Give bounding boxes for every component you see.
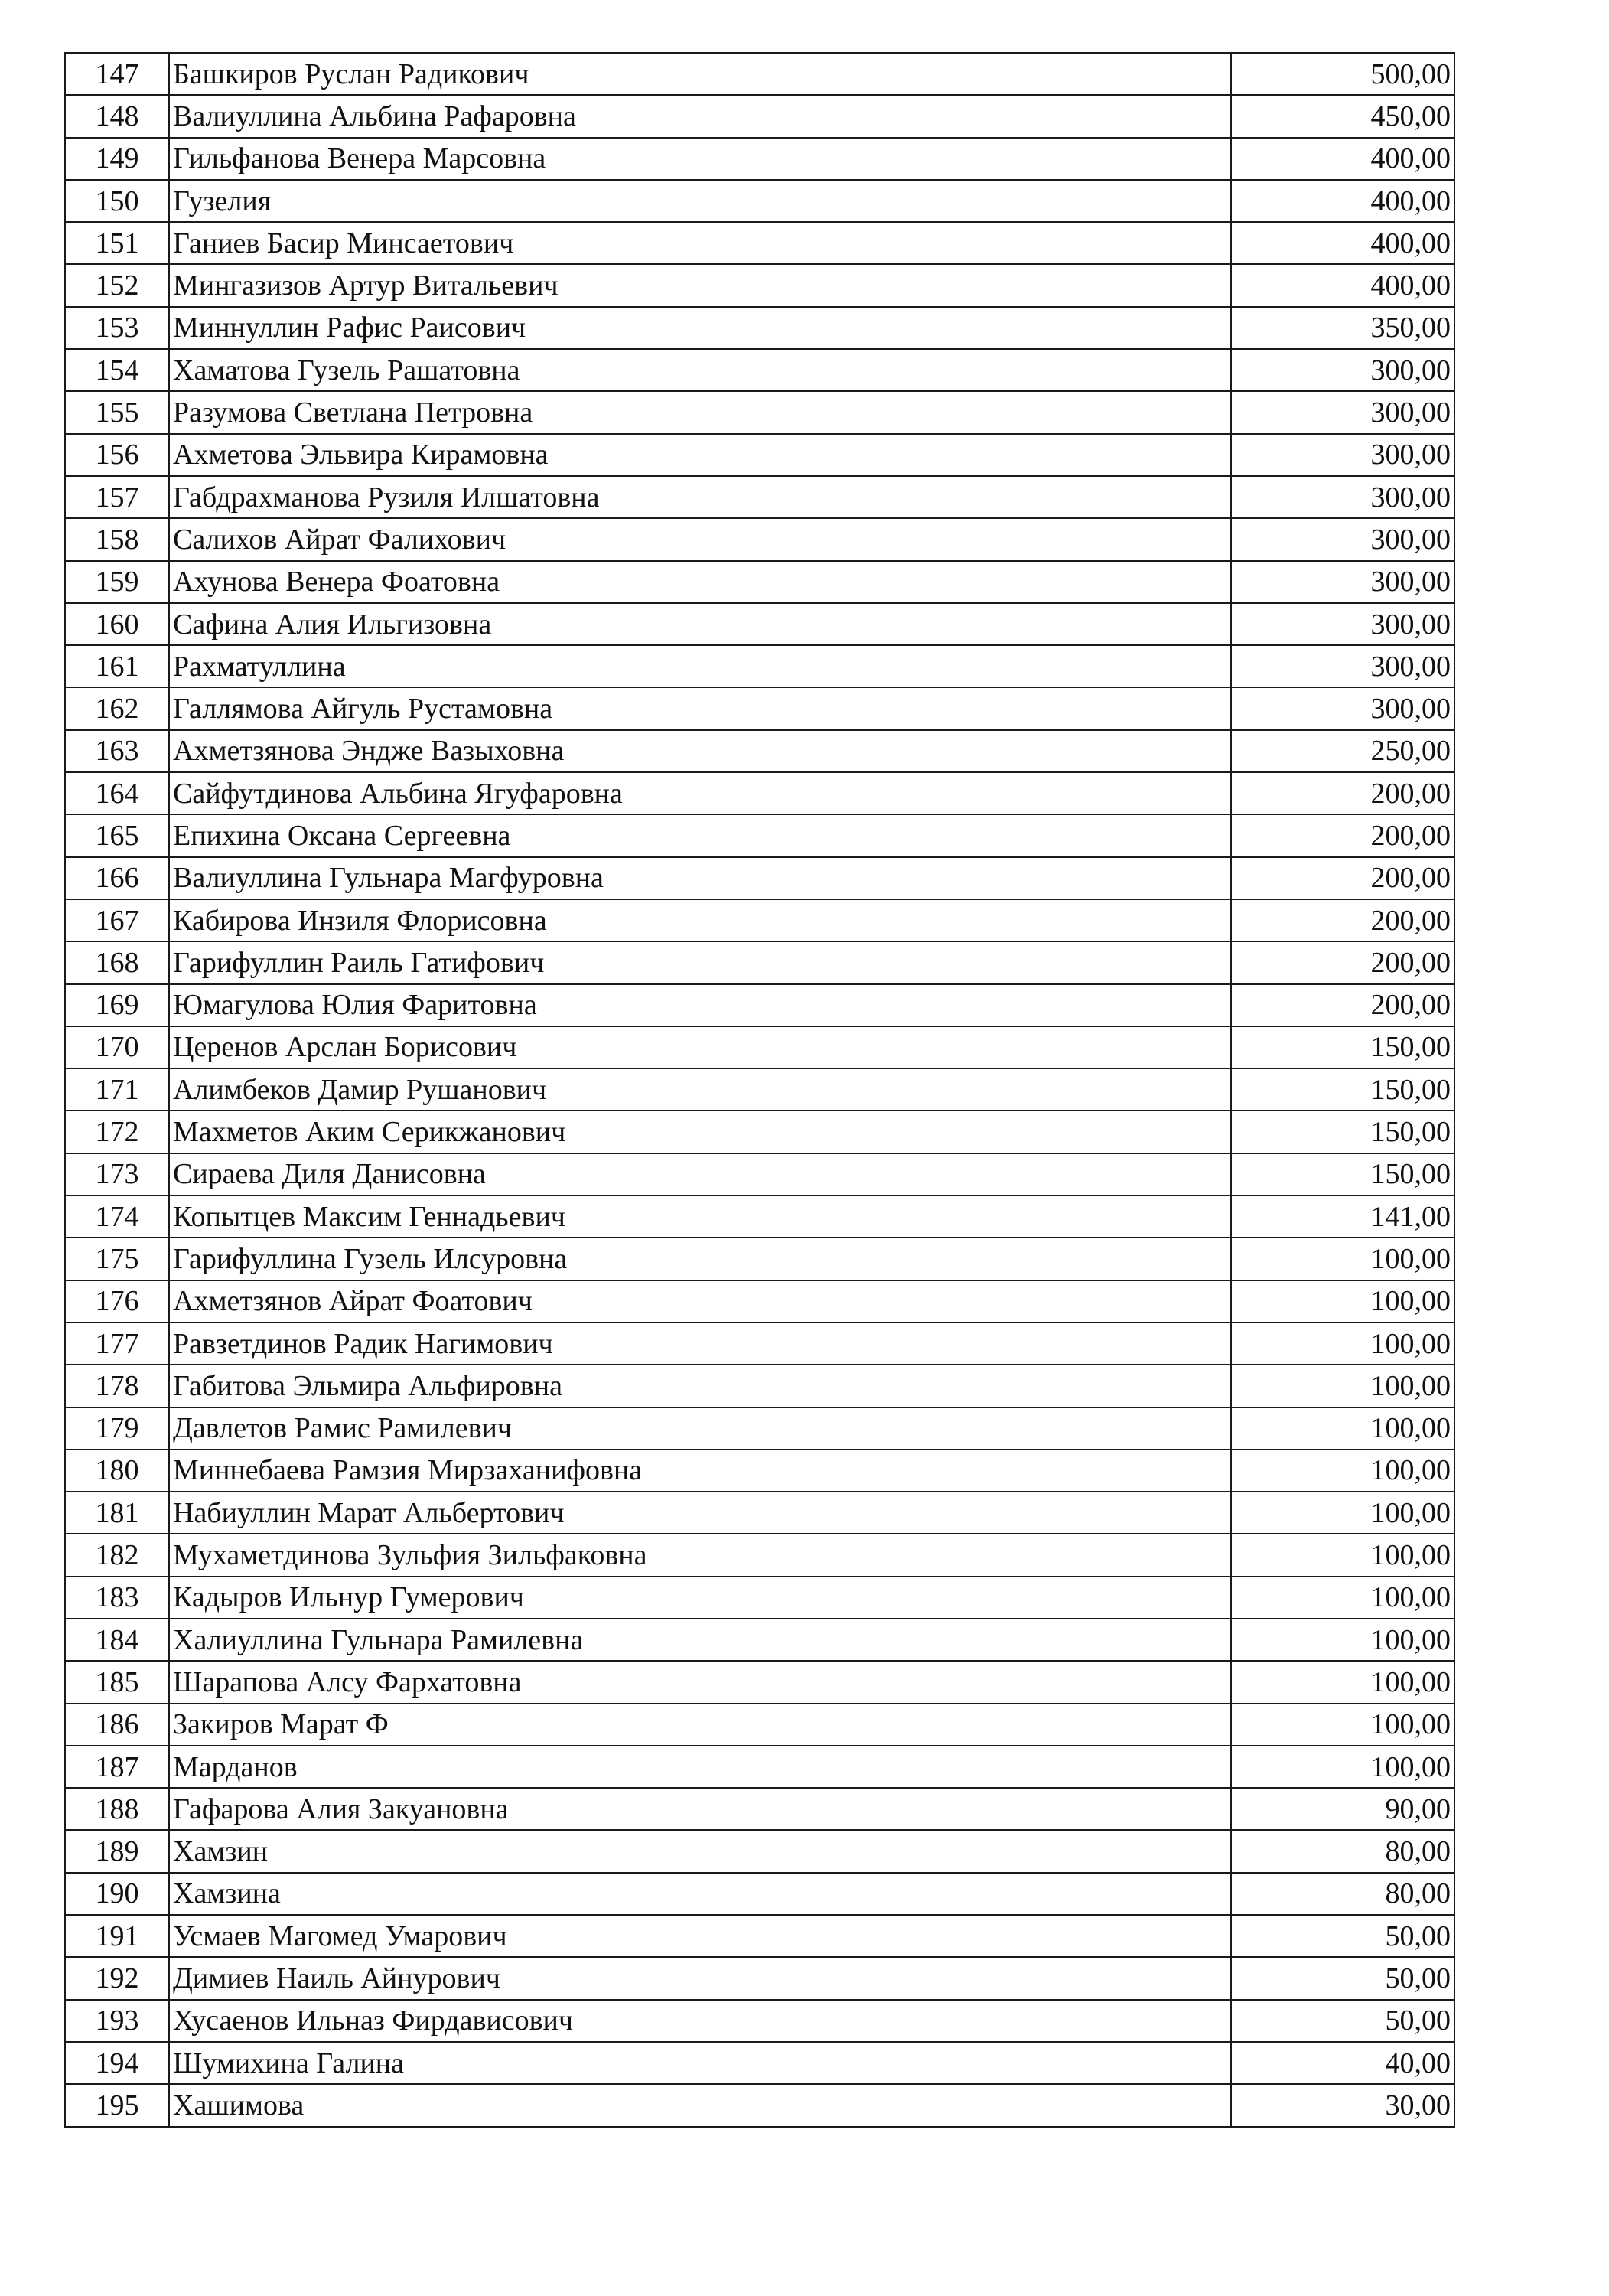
row-number: 158 (65, 518, 169, 560)
table-row (65, 1280, 1454, 1322)
row-number: 192 (65, 1957, 169, 1999)
donations-table (64, 52, 1455, 2128)
donation-amount: 300,00 (1231, 391, 1454, 433)
row-number: 188 (65, 1788, 169, 1830)
table-row (65, 1026, 1454, 1068)
donor-name: Кадыров Ильнур Гумерович (169, 1577, 1231, 1619)
row-number: 177 (65, 1322, 169, 1365)
table-row (65, 1238, 1454, 1280)
donor-name: Мухаметдинова Зульфия Зильфаковна (169, 1534, 1231, 1576)
donor-name: Гильфанова Венера Марсовна (169, 138, 1231, 180)
table-row (65, 1746, 1454, 1788)
donor-name: Валиуллина Гульнара Магфуровна (169, 857, 1231, 899)
table-row (65, 984, 1454, 1026)
row-number: 156 (65, 434, 169, 476)
donation-amount: 30,00 (1231, 2084, 1454, 2126)
donation-amount: 200,00 (1231, 857, 1454, 899)
row-number: 182 (65, 1534, 169, 1576)
row-number: 189 (65, 1830, 169, 1872)
donor-name: Хашимова (169, 2084, 1231, 2126)
donor-name: Ахметзянов Айрат Фоатович (169, 1280, 1231, 1322)
donor-name: Епихина Оксана Сергеевна (169, 814, 1231, 856)
row-number: 176 (65, 1280, 169, 1322)
donor-name: Хамзина (169, 1873, 1231, 1915)
donation-amount: 141,00 (1231, 1195, 1454, 1238)
table-row (65, 1195, 1454, 1238)
donation-amount: 400,00 (1231, 180, 1454, 222)
table-row (65, 941, 1454, 983)
row-number: 183 (65, 1577, 169, 1619)
donor-name: Махметов Аким Серикжанович (169, 1110, 1231, 1153)
donation-amount: 200,00 (1231, 772, 1454, 814)
row-number: 173 (65, 1153, 169, 1195)
donor-name: Шумихина Галина (169, 2042, 1231, 2084)
row-number: 154 (65, 349, 169, 391)
donor-name: Ахметова Эльвира Кирамовна (169, 434, 1231, 476)
donor-name: Димиев Наиль Айнурович (169, 1957, 1231, 1999)
row-number: 184 (65, 1619, 169, 1661)
donation-amount: 100,00 (1231, 1619, 1454, 1661)
table-row (65, 264, 1454, 306)
donor-name: Гарифуллина Гузель Илсуровна (169, 1238, 1231, 1280)
table-row (65, 857, 1454, 899)
row-number: 168 (65, 941, 169, 983)
donor-name: Ахунова Венера Фоатовна (169, 561, 1231, 603)
table-row (65, 1153, 1454, 1195)
donation-amount: 150,00 (1231, 1110, 1454, 1153)
donor-name: Юмагулова Юлия Фаритовна (169, 984, 1231, 1026)
table-row (65, 1365, 1454, 1407)
row-number: 159 (65, 561, 169, 603)
donation-amount: 150,00 (1231, 1068, 1454, 1110)
donation-amount: 200,00 (1231, 814, 1454, 856)
table-row (65, 1068, 1454, 1110)
row-number: 195 (65, 2084, 169, 2126)
table-row (65, 814, 1454, 856)
row-number: 174 (65, 1195, 169, 1238)
donation-amount: 200,00 (1231, 941, 1454, 983)
table-row (65, 1450, 1454, 1492)
row-number: 187 (65, 1746, 169, 1788)
donor-name: Хаматова Гузель Рашатовна (169, 349, 1231, 391)
row-number: 151 (65, 222, 169, 264)
donor-name: Равзетдинов Радик Нагимович (169, 1322, 1231, 1365)
row-number: 152 (65, 264, 169, 306)
donation-amount: 300,00 (1231, 561, 1454, 603)
donation-amount: 50,00 (1231, 1957, 1454, 1999)
donation-amount: 100,00 (1231, 1280, 1454, 1322)
donation-amount: 200,00 (1231, 899, 1454, 941)
row-number: 170 (65, 1026, 169, 1068)
donor-name: Давлетов Рамис Рамилевич (169, 1407, 1231, 1450)
donation-amount: 300,00 (1231, 687, 1454, 729)
row-number: 190 (65, 1873, 169, 1915)
table-row (65, 518, 1454, 560)
row-number: 169 (65, 984, 169, 1026)
donor-name: Гафарова Алия Закуановна (169, 1788, 1231, 1830)
donation-amount: 100,00 (1231, 1661, 1454, 1703)
donor-name: Габдрахманова Рузиля Илшатовна (169, 476, 1231, 518)
donor-name: Габитова Эльмира Альфировна (169, 1365, 1231, 1407)
donor-name: Халиуллина Гульнара Рамилевна (169, 1619, 1231, 1661)
donation-amount: 80,00 (1231, 1873, 1454, 1915)
donation-amount: 450,00 (1231, 95, 1454, 137)
donation-amount: 300,00 (1231, 645, 1454, 687)
donor-name: Гузелия (169, 180, 1231, 222)
donation-amount: 400,00 (1231, 222, 1454, 264)
donor-name: Усмаев Магомед Умарович (169, 1915, 1231, 1957)
donation-amount: 100,00 (1231, 1365, 1454, 1407)
donation-amount: 100,00 (1231, 1407, 1454, 1450)
donor-name: Сайфутдинова Альбина Ягуфаровна (169, 772, 1231, 814)
donor-name: Закиров Марат Ф (169, 1704, 1231, 1746)
table-body (65, 53, 1454, 2127)
donation-amount: 100,00 (1231, 1704, 1454, 1746)
row-number: 193 (65, 2000, 169, 2042)
table-row (65, 645, 1454, 687)
table-row (65, 1873, 1454, 1915)
table-row (65, 561, 1454, 603)
donation-amount: 100,00 (1231, 1322, 1454, 1365)
row-number: 150 (65, 180, 169, 222)
row-number: 149 (65, 138, 169, 180)
table-row (65, 899, 1454, 941)
donation-amount: 100,00 (1231, 1450, 1454, 1492)
donor-name: Ахметзянова Эндже Вазыховна (169, 730, 1231, 772)
table-row (65, 391, 1454, 433)
donation-amount: 40,00 (1231, 2042, 1454, 2084)
donation-amount: 300,00 (1231, 603, 1454, 645)
donation-amount: 80,00 (1231, 1830, 1454, 1872)
donor-name: Кабирова Инзиля Флорисовна (169, 899, 1231, 941)
table-row (65, 1110, 1454, 1153)
donation-amount: 300,00 (1231, 434, 1454, 476)
donor-name: Хусаенов Ильназ Фирдависович (169, 2000, 1231, 2042)
donation-amount: 500,00 (1231, 53, 1454, 95)
table-row (65, 730, 1454, 772)
donation-amount: 50,00 (1231, 1915, 1454, 1957)
table-row (65, 349, 1454, 391)
row-number: 153 (65, 307, 169, 349)
donation-amount: 100,00 (1231, 1238, 1454, 1280)
donation-amount: 100,00 (1231, 1577, 1454, 1619)
donor-name: Хамзин (169, 1830, 1231, 1872)
donor-name: Церенов Арслан Борисович (169, 1026, 1231, 1068)
donor-name: Шарапова Алсу Фархатовна (169, 1661, 1231, 1703)
row-number: 175 (65, 1238, 169, 1280)
table-row (65, 1957, 1454, 1999)
donor-name: Башкиров Руслан Радикович (169, 53, 1231, 95)
table-row (65, 138, 1454, 180)
table-row (65, 2084, 1454, 2126)
table-row (65, 180, 1454, 222)
row-number: 194 (65, 2042, 169, 2084)
row-number: 160 (65, 603, 169, 645)
donation-amount: 400,00 (1231, 138, 1454, 180)
donation-amount: 100,00 (1231, 1534, 1454, 1576)
donation-amount: 150,00 (1231, 1026, 1454, 1068)
donation-amount: 300,00 (1231, 349, 1454, 391)
donor-name: Салихов Айрат Фалихович (169, 518, 1231, 560)
donor-name: Сафина Алия Ильгизовна (169, 603, 1231, 645)
row-number: 172 (65, 1110, 169, 1153)
row-number: 164 (65, 772, 169, 814)
row-number: 180 (65, 1450, 169, 1492)
table-row (65, 687, 1454, 729)
donor-name: Рахматуллина (169, 645, 1231, 687)
donor-name: Миннебаева Рамзия Мирзаханифовна (169, 1450, 1231, 1492)
table-row (65, 95, 1454, 137)
row-number: 162 (65, 687, 169, 729)
table-row (65, 1788, 1454, 1830)
table-row (65, 1534, 1454, 1576)
table-row (65, 476, 1454, 518)
donor-name: Разумова Светлана Петровна (169, 391, 1231, 433)
table-row (65, 2000, 1454, 2042)
donation-amount: 90,00 (1231, 1788, 1454, 1830)
row-number: 157 (65, 476, 169, 518)
row-number: 161 (65, 645, 169, 687)
row-number: 191 (65, 1915, 169, 1957)
table-row (65, 1322, 1454, 1365)
donation-amount: 100,00 (1231, 1492, 1454, 1534)
donation-amount: 100,00 (1231, 1746, 1454, 1788)
donation-amount: 350,00 (1231, 307, 1454, 349)
row-number: 148 (65, 95, 169, 137)
donation-amount: 150,00 (1231, 1153, 1454, 1195)
row-number: 147 (65, 53, 169, 95)
row-number: 178 (65, 1365, 169, 1407)
donor-name: Ганиев Басир Минсаетович (169, 222, 1231, 264)
table-row (65, 1830, 1454, 1872)
table-row (65, 53, 1454, 95)
row-number: 166 (65, 857, 169, 899)
table-row (65, 1407, 1454, 1450)
row-number: 181 (65, 1492, 169, 1534)
donor-name: Галлямова Айгуль Рустамовна (169, 687, 1231, 729)
table-row (65, 222, 1454, 264)
donor-name: Мингазизов Артур Витальевич (169, 264, 1231, 306)
table-row (65, 307, 1454, 349)
table-row (65, 1915, 1454, 1957)
donor-name: Гарифуллин Раиль Гатифович (169, 941, 1231, 983)
donor-name: Алимбеков Дамир Рушанович (169, 1068, 1231, 1110)
row-number: 179 (65, 1407, 169, 1450)
donation-amount: 250,00 (1231, 730, 1454, 772)
donor-name: Копытцев Максим Геннадьевич (169, 1195, 1231, 1238)
table-row (65, 1619, 1454, 1661)
row-number: 185 (65, 1661, 169, 1703)
donation-amount: 400,00 (1231, 264, 1454, 306)
donor-name: Миннуллин Рафис Раисович (169, 307, 1231, 349)
table-row (65, 2042, 1454, 2084)
row-number: 163 (65, 730, 169, 772)
table-row (65, 772, 1454, 814)
table-row (65, 603, 1454, 645)
donor-name: Набиуллин Марат Альбертович (169, 1492, 1231, 1534)
row-number: 171 (65, 1068, 169, 1110)
row-number: 167 (65, 899, 169, 941)
donation-amount: 300,00 (1231, 476, 1454, 518)
table-row (65, 1577, 1454, 1619)
row-number: 186 (65, 1704, 169, 1746)
table-row (65, 434, 1454, 476)
donation-amount: 300,00 (1231, 518, 1454, 560)
donor-name: Марданов (169, 1746, 1231, 1788)
donation-amount: 50,00 (1231, 2000, 1454, 2042)
table-row (65, 1492, 1454, 1534)
donor-name: Сираева Диля Данисовна (169, 1153, 1231, 1195)
table-row (65, 1661, 1454, 1703)
table-row (65, 1704, 1454, 1746)
donor-name: Валиуллина Альбина Рафаровна (169, 95, 1231, 137)
row-number: 155 (65, 391, 169, 433)
donation-amount: 200,00 (1231, 984, 1454, 1026)
row-number: 165 (65, 814, 169, 856)
